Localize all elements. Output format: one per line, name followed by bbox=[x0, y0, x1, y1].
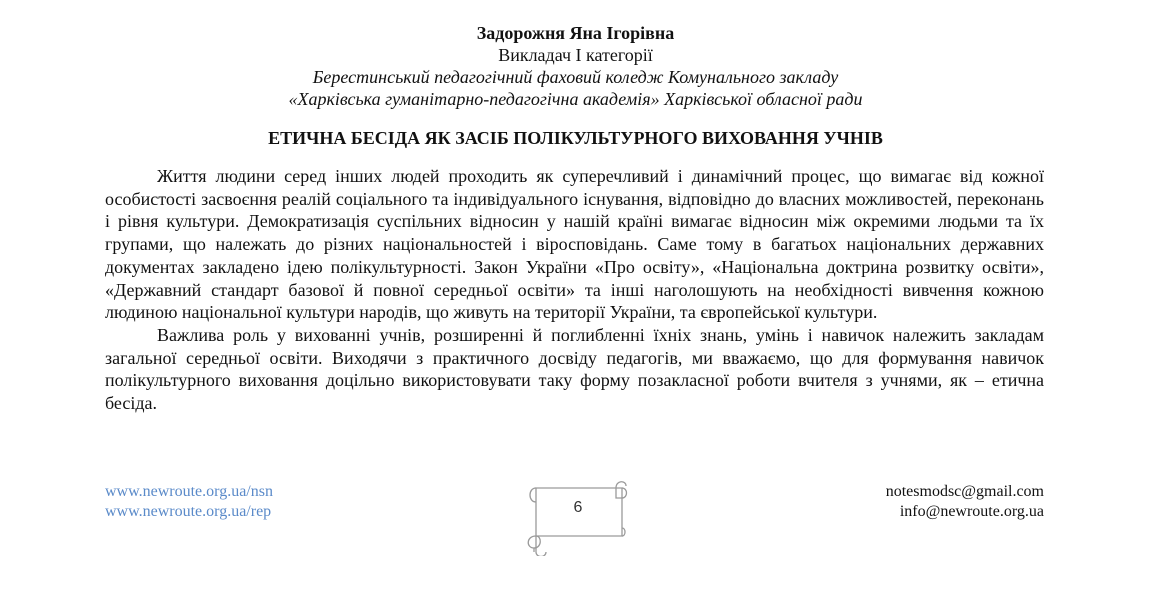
author-position: Викладач І категорії bbox=[498, 45, 653, 65]
footer-right-contacts bbox=[886, 482, 1044, 522]
institution-line-1: Берестинський педагогічний фаховий коледж Комунального закладу bbox=[312, 67, 839, 87]
footer-link-nsn[interactable]: www.newroute.org.ua/nsn bbox=[105, 483, 273, 500]
contact-email-notes[interactable]: notesmodsc@gmail.com bbox=[885, 483, 1044, 500]
page-number-ornament bbox=[522, 474, 630, 556]
page-number: 6 bbox=[573, 499, 583, 516]
paragraph: Важлива роль у вихованні учнів, розширенні й поглибленні їхніх знань, умінь і навичок належить закладам загальної середньої освіти. Виходячи з практичного досвіду педагогів, ми вважаємо, що для формування навичок полікультурного виховання доцільно використовувати таку форму позакласної роботи вчителя з учнями, як – етична бесіда. bbox=[105, 324, 1044, 414]
article-body bbox=[105, 165, 1044, 415]
article-title: ЕТИЧНА БЕСІДА ЯК ЗАСІБ ПОЛІКУЛЬТУРНОГО ВИХОВАННЯ УЧНІВ bbox=[268, 128, 883, 148]
author-name: Задорожня Яна Ігорівна bbox=[476, 23, 675, 43]
contact-email-info[interactable]: info@newroute.org.ua bbox=[899, 503, 1044, 520]
footer-link-rep[interactable]: www.newroute.org.ua/rep bbox=[105, 503, 272, 520]
paragraph: Життя людини серед інших людей проходить як суперечливий і динамічний процес, що вимагає від кожної особистості засвоєння реалій соціального та індивідуального існування, відповідно до власних можливостей, переконань і рівня культури. Демократизація суспільних відносин у нашій країні вимагає відносин між окремими людьми та їх групами, що належать до різних національностей і віросповідань. Саме тому в багатьох національних державних документах закладено ідею полікультурності. Закон України «Про освіту», «Національна доктрина розвитку освіти», «Державний стандарт базової й повної середньої освіти» та інші наголошують на необхідності вивчення кожною людиною національної культури народів, що живуть на території України, та європейської культури. bbox=[105, 166, 1044, 323]
institution-line-2: «Харківська гуманітарно-педагогічна академія» Харківської обласної ради bbox=[288, 89, 863, 109]
footer-left-links bbox=[105, 482, 273, 522]
author-header bbox=[0, 22, 1151, 110]
